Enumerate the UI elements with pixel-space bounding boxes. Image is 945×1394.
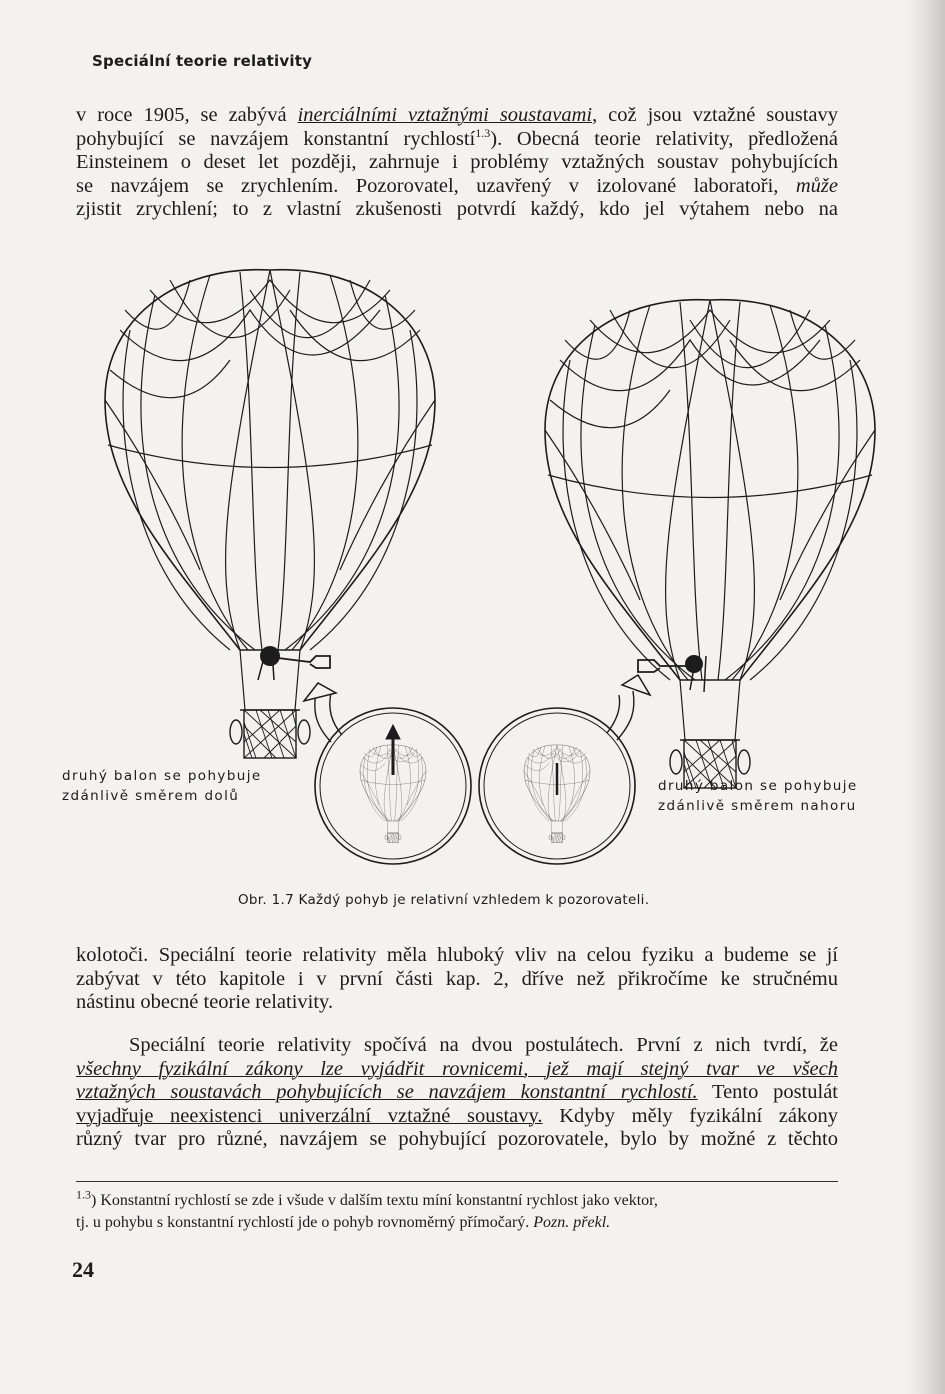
magnified-view-right [479,675,650,864]
footnote-ref: 1.3 [475,125,491,140]
footnote-line: $^{1.3}$) Konstantní rychlostí se zde i všude v dalším textu míní konstantní rychlost jako vektor, [76,1187,658,1209]
label-line: druhý balon se pohybuje [658,778,858,794]
text-line: vyjadřuje neexistenci univerzální vztažné soustavy. Kdyby měly fyzikální zákony [76,1104,838,1127]
text-line: vztažných soustavách pohybujících se navzájem konstantní rychlostí. Tento postulát [76,1081,838,1103]
emphasis-inertial-frames: inerciálními vztažnými soustavami [297,104,593,126]
magnified-view-left [304,683,471,864]
emphasis-may: může [795,174,838,197]
figure-label-left [62,766,262,806]
emphasis-first-postulate: všechny fyzikální zákony lze vyjádřit rovnicemi, jež mají stejný tvar ve všech [76,1057,838,1080]
balloon-left-illustration [105,270,435,758]
label-line: zdánlivě směrem dolů [62,788,240,804]
text-line: různý tvar pro různé, navzájem se pohybující pozorovatele, bylo by možné z těchto [76,1128,838,1150]
paragraph-2 [76,944,838,1015]
footnote-line: tj. u pohybu s konstantní rychlostí jde o pohyb rovnoměrný přímočarý. Pozn. překl. [76,1214,611,1231]
footnote-mark: 1.3 [76,1187,91,1202]
paragraph-1 [76,104,838,222]
page-number: 24 [72,1257,94,1282]
text-line: zabývat v této kapitole i v první části kap. 2, dříve než přikročíme ke stručnému [76,967,838,990]
figure-label-right [658,776,858,816]
text-line: se navzájem se zrychlením. Pozorovatel, uzavřený v izolované laboratoři, může [76,174,838,197]
balloon-right-illustration [545,300,875,788]
text-line: pohybující se navzájem konstantní rychlostí$^{1.3}$). Obecná teorie relativity, předložená [76,125,839,150]
text-line: Speciální teorie relativity spočívá na dvou postulátech. První z nich tvrdí, že [129,1034,838,1056]
label-line: druhý balon se pohybuje [62,768,262,784]
text-line: v roce 1905, se zabývá inerciálními vztažnými soustavami, což jsou vztažné soustavy [76,104,839,126]
text-line: kolotoči. Speciální teorie relativity měla hluboký vliv na celou fyziku a budeme se jí [76,944,838,966]
text-line: nástinu obecné teorie relativity. [76,991,334,1013]
figure-caption: Obr. 1.7 Každý pohyb je relativní vzhledem k pozorovateli. [238,892,650,908]
text-line: zjistit zrychlení; to z vlastní zkušenosti potvrdí každý, kdo jel výtahem nebo na [76,198,838,220]
text-line: Einsteinem o deset let později, zahrnuje i problémy vztažných soustav pohybujících [76,151,838,173]
footnote-divider [76,1181,838,1182]
paragraph-3 [76,1034,838,1152]
label-line: zdánlivě směrem nahoru [658,798,857,814]
footnote [76,1187,838,1234]
running-header: Speciální teorie relativity [92,52,313,70]
